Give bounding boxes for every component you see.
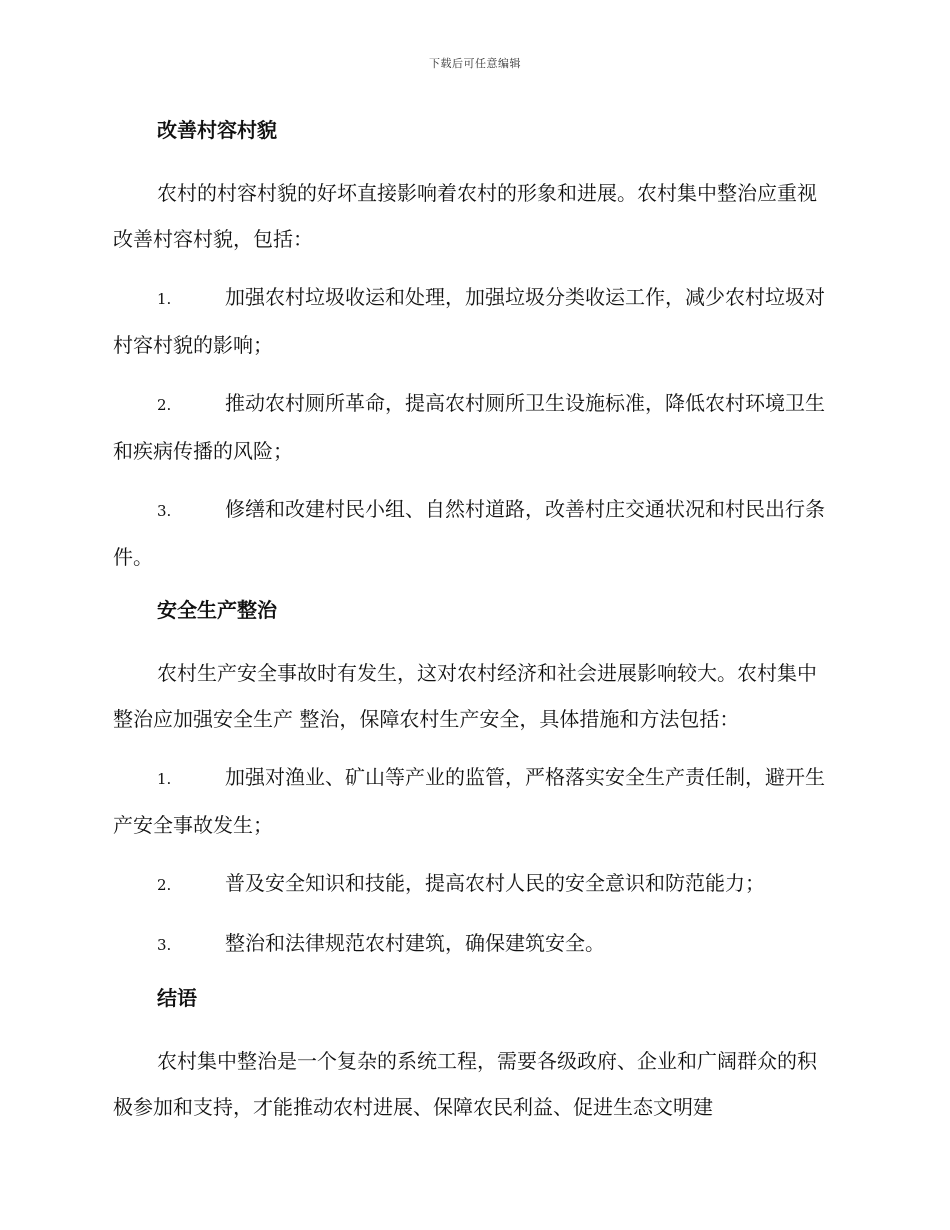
list-item-text: 普及安全知识和技能，提高农村人民的安全意识和防范能力； bbox=[225, 871, 765, 895]
list-item-text: 加强农村垃圾收运和处理，加强垃圾分类收运工作，减少农村垃圾对村容村貌的影响； bbox=[113, 285, 825, 357]
list-item-text: 修缮和改建村民小组、自然村道路，改善村庄交通状况和村民出行条件。 bbox=[113, 497, 825, 569]
list-item bbox=[113, 920, 835, 968]
list-item bbox=[113, 860, 835, 908]
section-heading-village-appearance: 改善村容村貌 bbox=[157, 118, 277, 142]
list-item-number: 3. bbox=[157, 936, 172, 954]
list-item-text: 推动农村厕所革命，提高农村厕所卫生设施标准，降低农村环境卫生和疾病传播的风险； bbox=[113, 391, 825, 463]
list-item bbox=[113, 486, 835, 580]
list-item-text: 整治和法律规范农村建筑，确保建筑安全。 bbox=[225, 931, 605, 955]
section-intro-conclusion: 农村集中整治是一个复杂的系统工程，需要各级政府、企业和广阔群众的积极参加和支持，才能推动农村进展、保障农民利益、促进生态文明建 bbox=[113, 1049, 817, 1119]
list-item-text: 加强对渔业、矿山等产业的监管，严格落实安全生产责任制，避开生产安全事故发生； bbox=[113, 765, 825, 837]
document-body bbox=[113, 112, 835, 1142]
header-note: 下载后可任意编辑 bbox=[429, 57, 521, 70]
list-item-number: 2. bbox=[157, 876, 172, 894]
list-item bbox=[113, 274, 835, 368]
list-item-number: 1. bbox=[157, 290, 172, 308]
section-intro-safety: 农村生产安全事故时有发生，这对农村经济和社会进展影响较大。农村集中整治应加强安全生产 整治，保障农村生产安全，具体措施和方法包括： bbox=[113, 661, 817, 731]
section-heading-conclusion: 结语 bbox=[157, 986, 197, 1010]
section-intro-village-appearance: 农村的村容村貌的好坏直接影响着农村的形象和进展。农村集中整治应重视改善村容村貌，包括： bbox=[113, 181, 817, 251]
list-item-number: 3. bbox=[157, 502, 172, 520]
list-item-number: 2. bbox=[157, 396, 172, 414]
section-heading-safety: 安全生产整治 bbox=[157, 598, 277, 622]
list-item-number: 1. bbox=[157, 770, 172, 788]
list-item bbox=[113, 754, 835, 848]
list-item bbox=[113, 380, 835, 474]
